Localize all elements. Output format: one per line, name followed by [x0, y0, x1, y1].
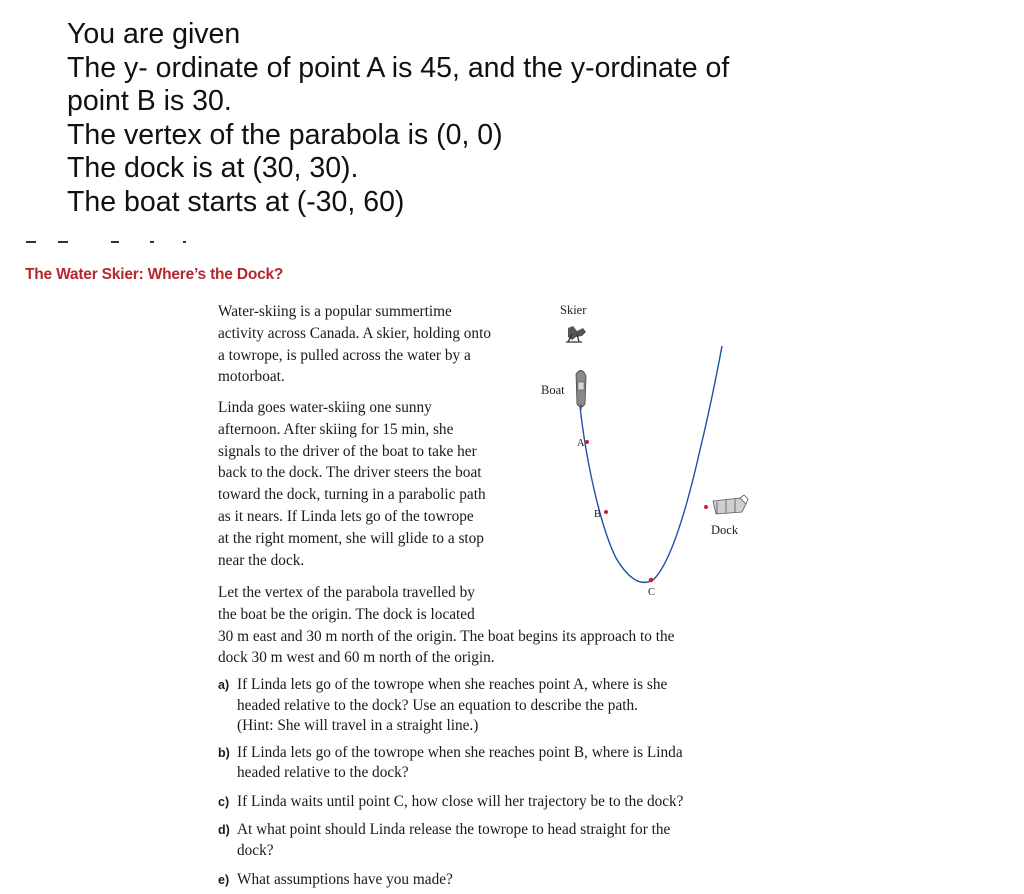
dock-label: Dock — [711, 523, 739, 537]
text-line: Water-skiing is a popular summertime — [218, 303, 452, 320]
point-b-marker — [604, 510, 608, 514]
text-line: at the right moment, she will glide to a stop — [218, 529, 484, 547]
text-line: a towrope, is pulled across the water by a — [218, 346, 471, 364]
dock-icon — [704, 495, 748, 514]
question-text: (Hint: She will travel in a straight line.) — [237, 717, 479, 734]
question-letter: d) — [218, 823, 230, 837]
question-letter: c) — [218, 794, 230, 809]
point-c-label: C — [648, 587, 656, 598]
text-line: signals to the driver of the boat to take her — [218, 442, 477, 460]
question-b — [218, 743, 683, 784]
text-line: activity across Canada. A skier, holding onto — [218, 324, 491, 342]
question-text: At what point should Linda release the towrope to head straight for the — [237, 821, 671, 838]
point-b-label: B — [594, 509, 602, 520]
question-list — [218, 675, 683, 891]
text-line: 30 m east and 30 m north of the origin. The boat begins its approach to the — [218, 627, 675, 645]
text-line: the boat be the origin. The dock is located — [218, 605, 475, 623]
skier-label: Skier — [560, 303, 587, 317]
boat-label: Boat — [541, 383, 565, 397]
text-line: near the dock. — [218, 551, 305, 569]
point-c-marker — [649, 578, 654, 583]
question-text: What assumptions have you made? — [237, 871, 453, 888]
point-a-label: A — [577, 438, 585, 449]
parabola-path — [578, 346, 722, 582]
given-line: You are given — [67, 18, 241, 50]
parabola-diagram — [530, 290, 770, 610]
story-paragraph — [218, 397, 486, 571]
given-line: The y- ordinate of point A is 45, and the y-ordinate of — [67, 51, 730, 84]
question-text: headed relative to the dock? Use an equation to describe the path. — [237, 696, 638, 714]
given-line: The vertex of the parabola is (0, 0) — [67, 118, 503, 151]
given-line: point B is 30. — [67, 85, 232, 117]
text-line: as it nears. If Linda lets go of the towrope — [218, 507, 474, 525]
question-letter: a) — [218, 678, 230, 692]
question-a — [218, 675, 683, 737]
question-letter: b) — [218, 745, 230, 760]
text-line: dock 30 m west and 60 m north of the origin. — [218, 649, 495, 667]
text-line: motorboat. — [218, 368, 285, 386]
text-line: Let the vertex of the parabola travelled by — [218, 584, 475, 601]
text-line: back to the dock. The driver steers the boat — [218, 464, 482, 482]
question-text: If Linda lets go of the towrope when she reaches point A, where is she — [237, 676, 668, 693]
cropped-text-fragment — [22, 240, 212, 248]
text-line: afternoon. After skiing for 15 min, she — [218, 420, 454, 438]
question-text: If Linda waits until point C, how close will her trajectory be to the dock? — [237, 792, 684, 810]
text-line: Linda goes water-skiing one sunny — [218, 399, 432, 416]
skier-icon — [566, 326, 586, 342]
question-text: headed relative to the dock? — [237, 764, 409, 781]
question-e — [218, 870, 683, 891]
section-title: The Water Skier: Where’s the Dock? — [25, 266, 284, 283]
given-line: The dock is at (30, 30). — [67, 152, 359, 184]
text-line: toward the dock, turning in a parabolic path — [218, 486, 486, 504]
intro-paragraph — [218, 301, 491, 388]
question-c — [218, 792, 683, 813]
question-text: If Linda lets go of the towrope when she reaches point B, where is Linda — [237, 743, 683, 761]
question-d — [218, 820, 683, 861]
question-text: dock? — [237, 841, 274, 859]
given-block — [67, 18, 729, 219]
given-line: The boat starts at (-30, 60) — [67, 185, 405, 218]
question-letter: e) — [218, 873, 230, 887]
point-a-marker — [585, 440, 589, 444]
boat-icon — [576, 370, 586, 410]
